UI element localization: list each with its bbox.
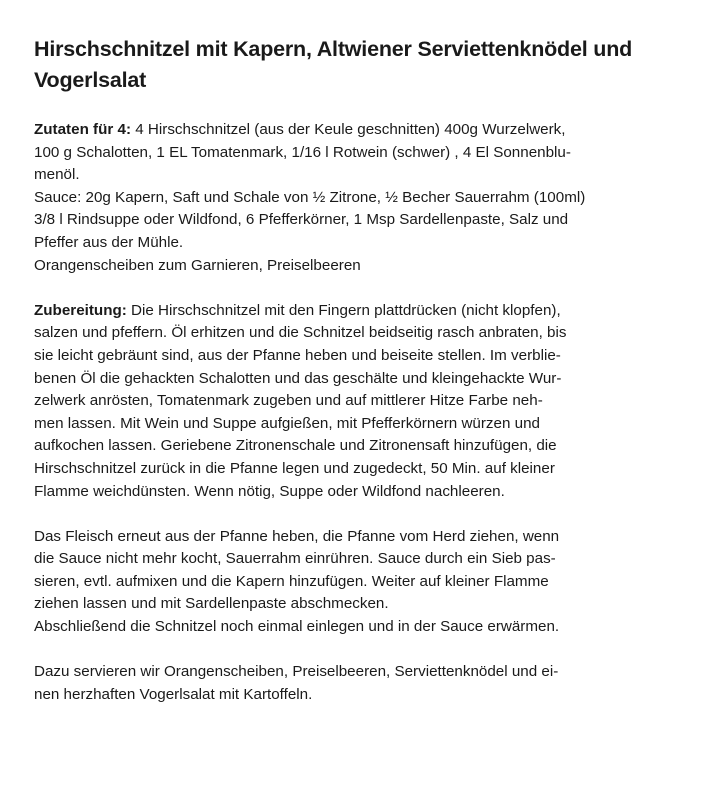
preparation-line: men lassen. Mit Wein und Suppe aufgießen, mit Pfefferkörnern würzen und xyxy=(34,414,540,432)
paragraph-line: die Sauce nicht mehr kocht, Sauerrahm einrühren. Sauce durch ein Sieb pas- xyxy=(34,550,556,568)
title-line: Hirschschnitzel mit Kapern, Altwiener Serviettenknödel und xyxy=(34,37,633,61)
ingredients-section xyxy=(34,119,672,277)
paragraph-line: nen herzhaften Vogerlsalat mit Kartoffeln. xyxy=(34,685,313,703)
paragraph-line: Das Fleisch erneut aus der Pfanne heben, die Pfanne vom Herd ziehen, wenn xyxy=(34,527,560,545)
paragraph-line: Dazu servieren wir Orangenscheiben, Preiselbeeren, Serviettenknödel und ei- xyxy=(34,663,559,681)
preparation-line: Flamme weichdünsten. Wenn nötig, Suppe oder Wildfond nachleeren. xyxy=(34,482,505,500)
garnish-line: Orangenscheiben zum Garnieren, Preiselbeeren xyxy=(34,256,361,274)
paragraph-line: ziehen lassen und mit Sardellenpaste abschmecken. xyxy=(34,595,389,613)
paragraph-line: Abschließend die Schnitzel noch einmal einlegen und in der Sauce erwärmen. xyxy=(34,618,560,636)
recipe-title xyxy=(34,34,672,96)
sauce-finishing-section xyxy=(34,526,672,639)
preparation-line: aufkochen lassen. Geriebene Zitronenschale und Zitronensaft hinzufügen, die xyxy=(34,437,557,455)
sauce-line: Pfeffer aus der Mühle. xyxy=(34,233,184,251)
preparation-line xyxy=(34,300,672,323)
preparation-label: Zubereitung: xyxy=(34,301,127,319)
ingredients-line: menöl. xyxy=(34,166,80,184)
preparation-line: salzen und pfeffern. Öl erhitzen und die Schnitzel beidseitig rasch anbraten, bis xyxy=(34,324,567,342)
preparation-section xyxy=(34,300,672,503)
paragraph-gap xyxy=(34,639,672,662)
preparation-line: zelwerk anrösten, Tomatenmark zugeben und auf mittlerer Hitze Farbe neh- xyxy=(34,392,543,410)
title-line: Vogerlsalat xyxy=(34,68,147,92)
preparation-line: sie leicht gebräunt sind, aus der Pfanne heben und beiseite stellen. Im verblie- xyxy=(34,346,561,364)
ingredients-line: 100 g Schalotten, 1 EL Tomatenmark, 1/16 l Rotwein (schwer) , 4 El Sonnenblu- xyxy=(34,143,571,161)
paragraph-gap xyxy=(34,277,672,300)
sauce-line: Sauce: 20g Kapern, Saft und Schale von ½ Zitrone, ½ Becher Sauerrahm (100ml) xyxy=(34,188,586,206)
ingredients-label: Zutaten für 4: xyxy=(34,121,132,138)
preparation-text: Die Hirschschnitzel mit den Fingern plattdrücken (nicht klopfen), xyxy=(126,301,561,319)
paragraph-gap xyxy=(34,503,672,526)
paragraph-line: sieren, evtl. aufmixen und die Kapern hinzufügen. Weiter auf kleiner Flamme xyxy=(34,572,549,590)
preparation-line: benen Öl die gehackten Schalotten und das geschälte und kleingehackte Wur- xyxy=(34,369,562,387)
serving-section xyxy=(34,661,672,706)
preparation-line: Hirschschnitzel zurück in die Pfanne legen und zugedeckt, 50 Min. auf kleiner xyxy=(34,459,555,477)
ingredients-line xyxy=(34,119,672,142)
ingredients-text: 4 Hirschschnitzel (aus der Keule geschnitten) 400g Wurzelwerk, xyxy=(131,121,566,138)
sauce-line: 3/8 l Rindsuppe oder Wildfond, 6 Pfefferkörner, 1 Msp Sardellenpaste, Salz und xyxy=(34,211,569,229)
